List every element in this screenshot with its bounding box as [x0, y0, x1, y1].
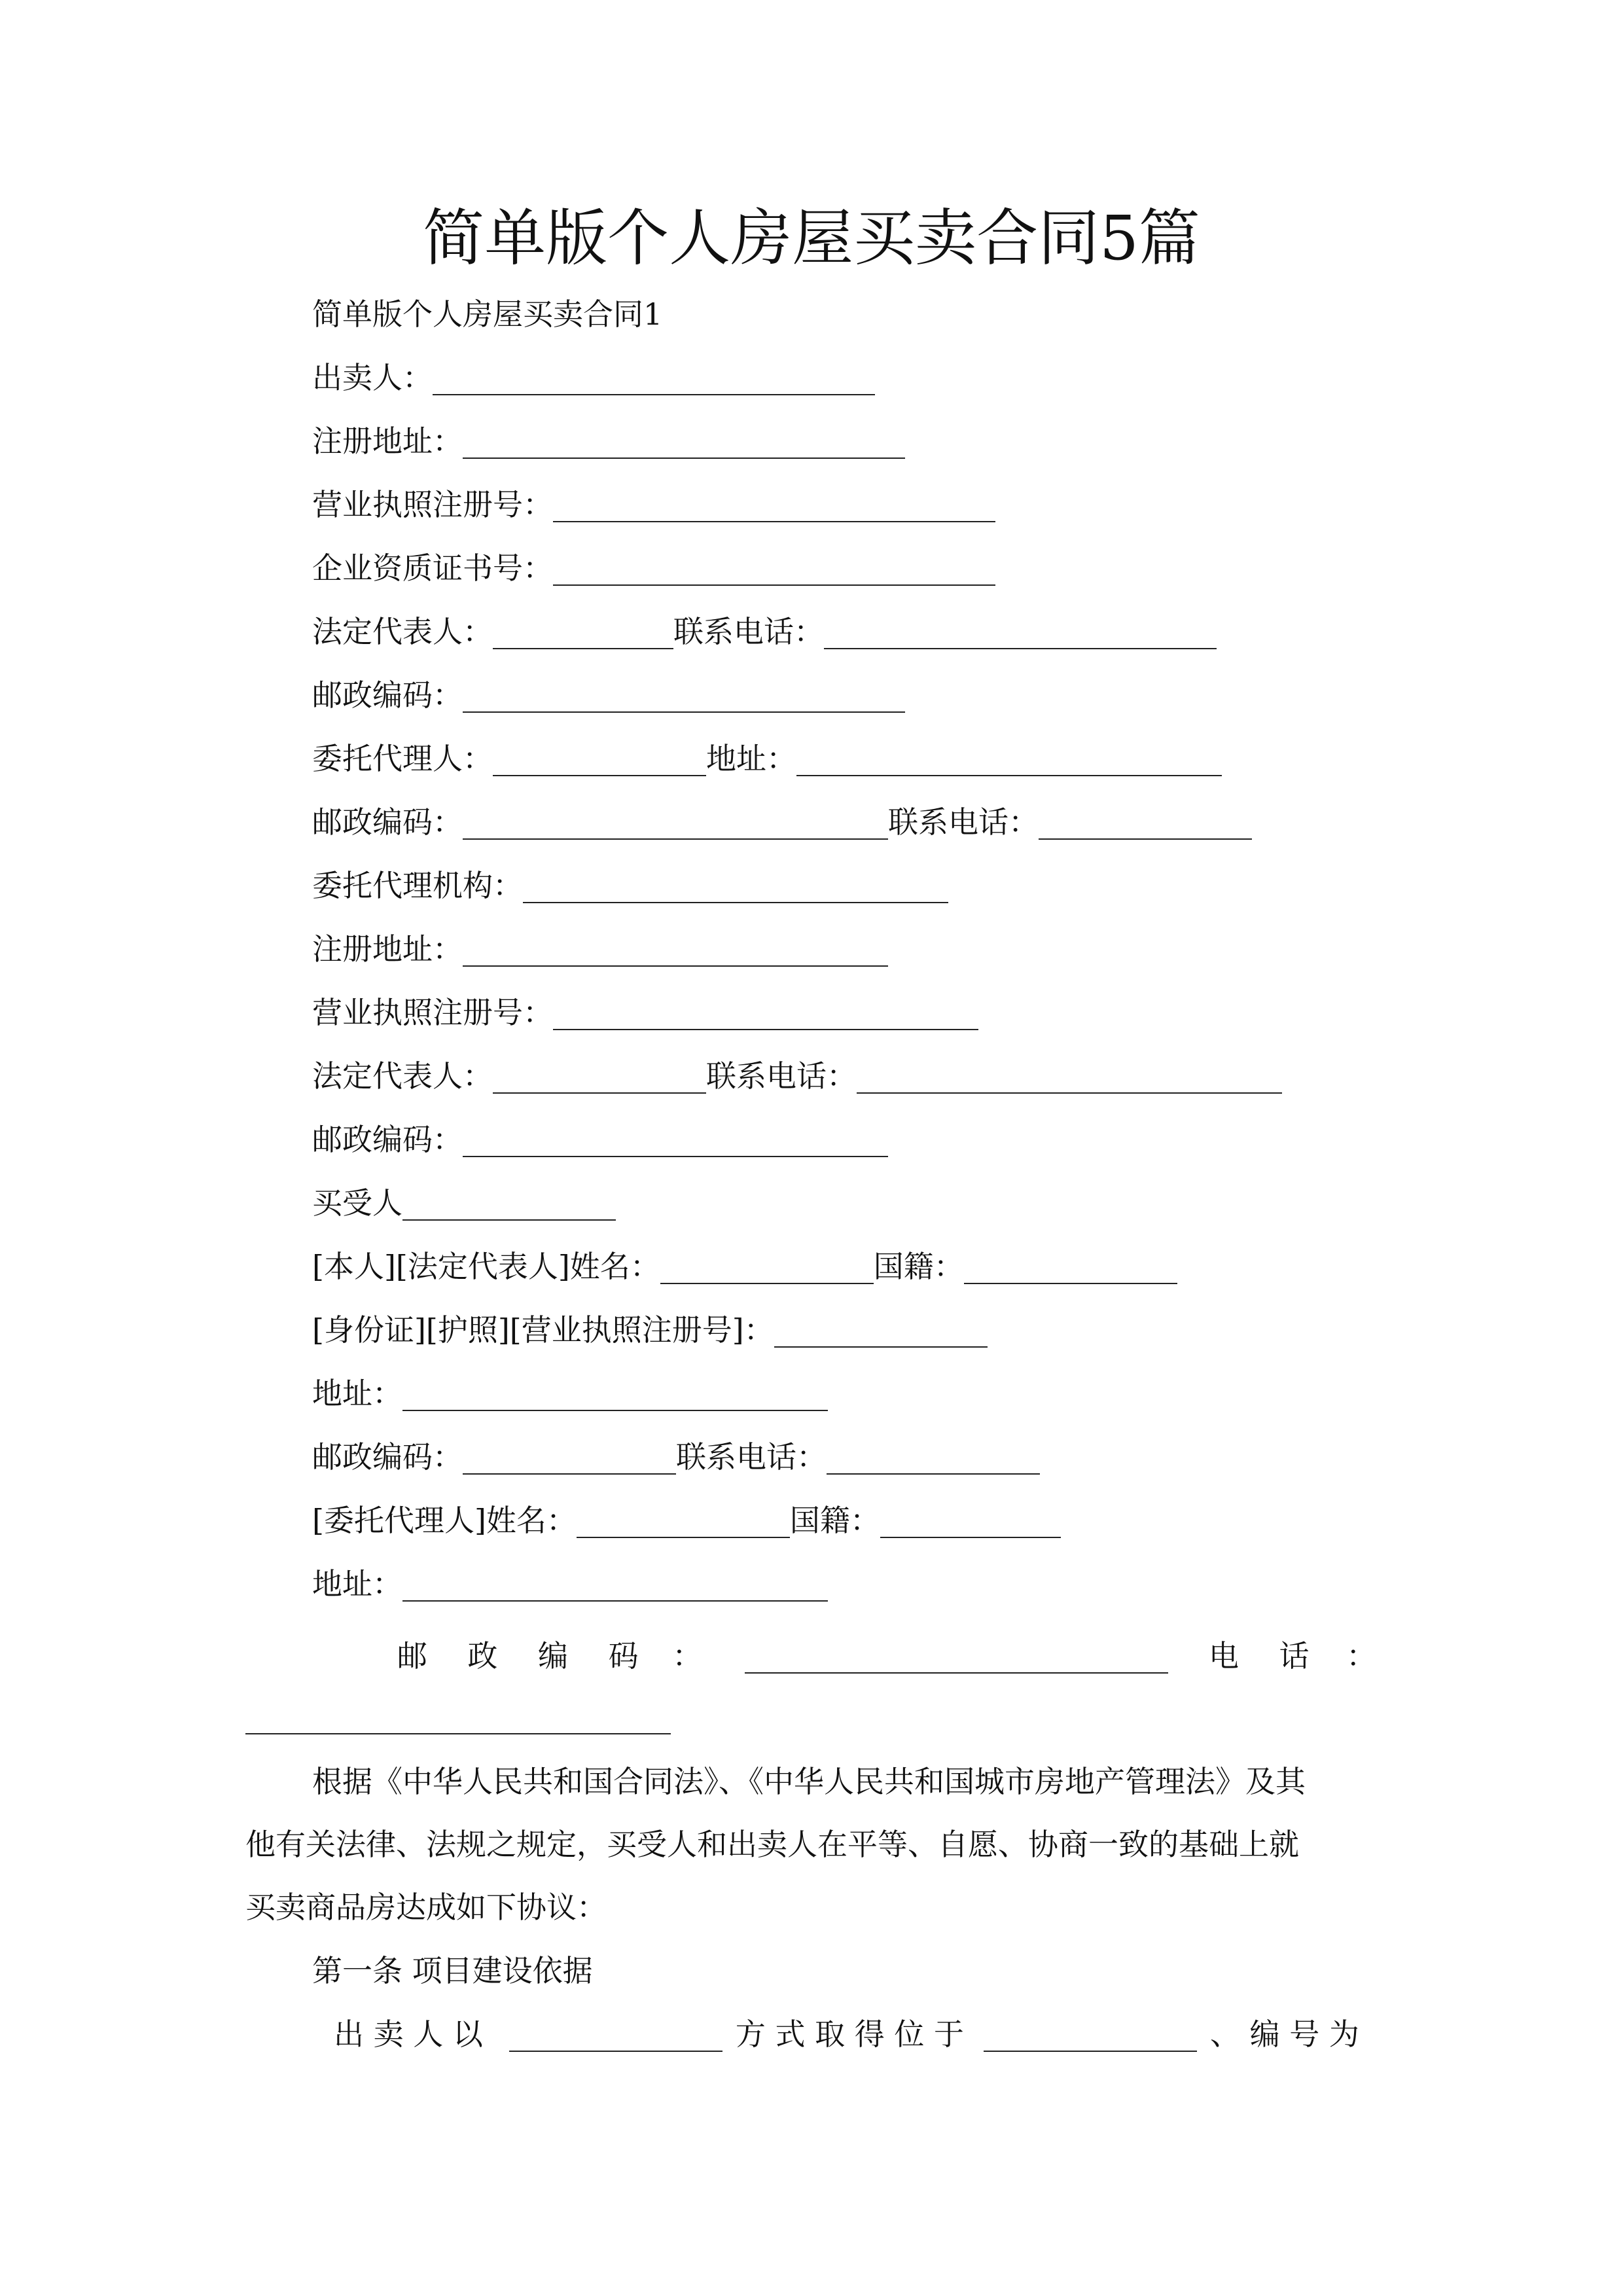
agent-phone-field[interactable] — [1039, 804, 1252, 840]
agent-reg-address-label: 注册地址： — [312, 931, 463, 967]
buyer-name-label: [本人][法定代表人]姓名： — [312, 1249, 660, 1284]
buyer-nationality-field[interactable] — [964, 1249, 1177, 1284]
seller-reg-address-field[interactable] — [463, 423, 905, 459]
article-1-text-b: 方 式 取 得 位 于 — [735, 2017, 964, 2052]
buyer-postcode-label: 邮政编码： — [312, 1439, 463, 1475]
article-1-location-field[interactable] — [984, 2017, 1197, 2052]
article-1-line — [334, 2011, 1381, 2058]
seller-legal-rep-label: 法定代表人： — [312, 614, 493, 649]
agent-postcode2-label: 邮政编码： — [312, 1122, 463, 1157]
agent-postcode-label: 邮政编码： — [312, 804, 463, 840]
agent-row — [312, 735, 1222, 782]
seller-label: 出卖人： — [312, 360, 433, 395]
agent-address-field[interactable] — [796, 741, 1222, 776]
seller-reg-address-row — [312, 418, 905, 465]
seller-license-label: 营业执照注册号： — [312, 487, 553, 522]
buyer-phone-field[interactable] — [827, 1439, 1040, 1475]
seller-name-field[interactable] — [433, 360, 875, 395]
agent-license-row — [312, 989, 978, 1036]
document-title: 简单版个人房屋买卖合同5篇 — [423, 203, 1200, 274]
buyer-nationality-label: 国籍： — [873, 1249, 964, 1284]
agent-postcode-row — [312, 798, 1252, 846]
seller-qualification-label: 企业资质证书号： — [312, 550, 553, 586]
buyer-address-field[interactable] — [402, 1376, 828, 1411]
agent-legal-rep-label: 法定代表人： — [312, 1058, 493, 1094]
agent-postcode2-row — [312, 1116, 888, 1163]
buyer-address-label: 地址： — [312, 1376, 402, 1411]
buyer-agent-contact-row — [386, 1632, 1381, 1679]
agent-phone2-field[interactable] — [857, 1058, 1282, 1094]
postcode-char-5: ： — [672, 1638, 703, 1674]
buyer-name-row — [312, 1243, 1177, 1290]
article-1-method-field[interactable] — [509, 2017, 722, 2052]
buyer-agent-phone-field[interactable] — [245, 1699, 671, 1734]
agent-address-label: 地址： — [706, 741, 796, 776]
seller-postcode-label: 邮政编码： — [312, 677, 463, 713]
agent-legal-rep-row — [312, 1052, 1282, 1100]
seller-license-row — [312, 481, 995, 528]
seller-legal-rep-row — [312, 608, 1217, 655]
agent-org-row — [312, 862, 948, 909]
buyer-agent-name-label: [委托代理人]姓名： — [312, 1503, 577, 1538]
buyer-postcode-row — [312, 1433, 1040, 1480]
buyer-agent-nationality-field[interactable] — [880, 1503, 1061, 1538]
buyer-row — [312, 1179, 616, 1227]
buyer-postcode-field[interactable] — [463, 1439, 676, 1475]
seller-phone-field[interactable] — [824, 614, 1217, 649]
agent-reg-address-field[interactable] — [463, 931, 888, 967]
agent-org-field[interactable] — [523, 868, 948, 903]
buyer-agent-name-row — [312, 1497, 1061, 1544]
article-1-text-c: 、 编 号 为 — [1210, 2017, 1359, 2052]
buyer-agent-name-field[interactable] — [577, 1503, 790, 1538]
preamble-line-3: 买卖商品房达成如下协议： — [245, 1890, 607, 1925]
buyer-id-label: [身份证][护照][营业执照注册号]： — [312, 1312, 774, 1348]
agent-postcode-field[interactable] — [463, 804, 888, 840]
section-heading: 简单版个人房屋买卖合同1 — [312, 296, 663, 332]
agent-phone2-label: 联系电话： — [706, 1058, 857, 1094]
seller-postcode-field[interactable] — [463, 677, 905, 713]
buyer-person-name-field[interactable] — [660, 1249, 874, 1284]
buyer-id-row — [312, 1306, 988, 1354]
article-1-text-a: 出 卖 人 以 — [334, 2017, 483, 2052]
seller-phone-label: 联系电话： — [673, 614, 824, 649]
seller-postcode-row — [312, 672, 905, 719]
seller-row — [312, 354, 875, 401]
buyer-agent-address-field[interactable] — [402, 1566, 828, 1602]
seller-legal-rep-field[interactable] — [493, 614, 673, 649]
seller-reg-address-label: 注册地址： — [312, 423, 463, 459]
agent-name-field[interactable] — [493, 741, 706, 776]
postcode-char-4: 码 — [608, 1638, 639, 1674]
agent-label: 委托代理人： — [312, 741, 493, 776]
buyer-agent-postcode-field[interactable] — [745, 1638, 1168, 1674]
seller-qualification-row — [312, 545, 995, 592]
seller-qualification-field[interactable] — [553, 550, 995, 586]
preamble-paragraph — [245, 1750, 1376, 1939]
buyer-agent-address-label: 地址： — [312, 1566, 402, 1602]
phone-char-3: ： — [1346, 1638, 1377, 1674]
agent-legal-rep-field[interactable] — [493, 1058, 706, 1094]
agent-org-label: 委托代理机构： — [312, 868, 523, 903]
buyer-address-row — [312, 1370, 828, 1417]
phone-char-2: 话 — [1279, 1638, 1310, 1674]
buyer-phone-label: 联系电话： — [676, 1439, 827, 1475]
postcode-char-2: 政 — [467, 1638, 498, 1674]
agent-reg-address-row — [312, 925, 888, 973]
phone-char-1: 电 — [1208, 1638, 1239, 1674]
agent-phone-label: 联系电话： — [888, 804, 1039, 840]
preamble-line-2: 他有关法律、法规之规定，买受人和出卖人在平等、自愿、协商一致的基础上就 — [245, 1827, 1299, 1862]
postcode-char-1: 邮 — [397, 1638, 427, 1674]
postcode-char-3: 编 — [538, 1638, 568, 1674]
article-1-heading: 第一条 项目建设依据 — [312, 1953, 593, 1988]
seller-license-field[interactable] — [553, 487, 995, 522]
buyer-id-field[interactable] — [774, 1312, 988, 1348]
agent-postcode2-field[interactable] — [463, 1122, 888, 1157]
buyer-label: 买受人 — [312, 1185, 402, 1221]
buyer-agent-nationality-label: 国籍： — [789, 1503, 880, 1538]
buyer-agent-address-row — [312, 1560, 828, 1607]
agent-license-label: 营业执照注册号： — [312, 995, 553, 1030]
buyer-name-field[interactable] — [402, 1185, 616, 1221]
preamble-line-1: 根据《中华人民共和国合同法》、《中华人民共和国城市房地产管理法》及其 — [312, 1764, 1306, 1799]
agent-license-field[interactable] — [553, 995, 978, 1030]
